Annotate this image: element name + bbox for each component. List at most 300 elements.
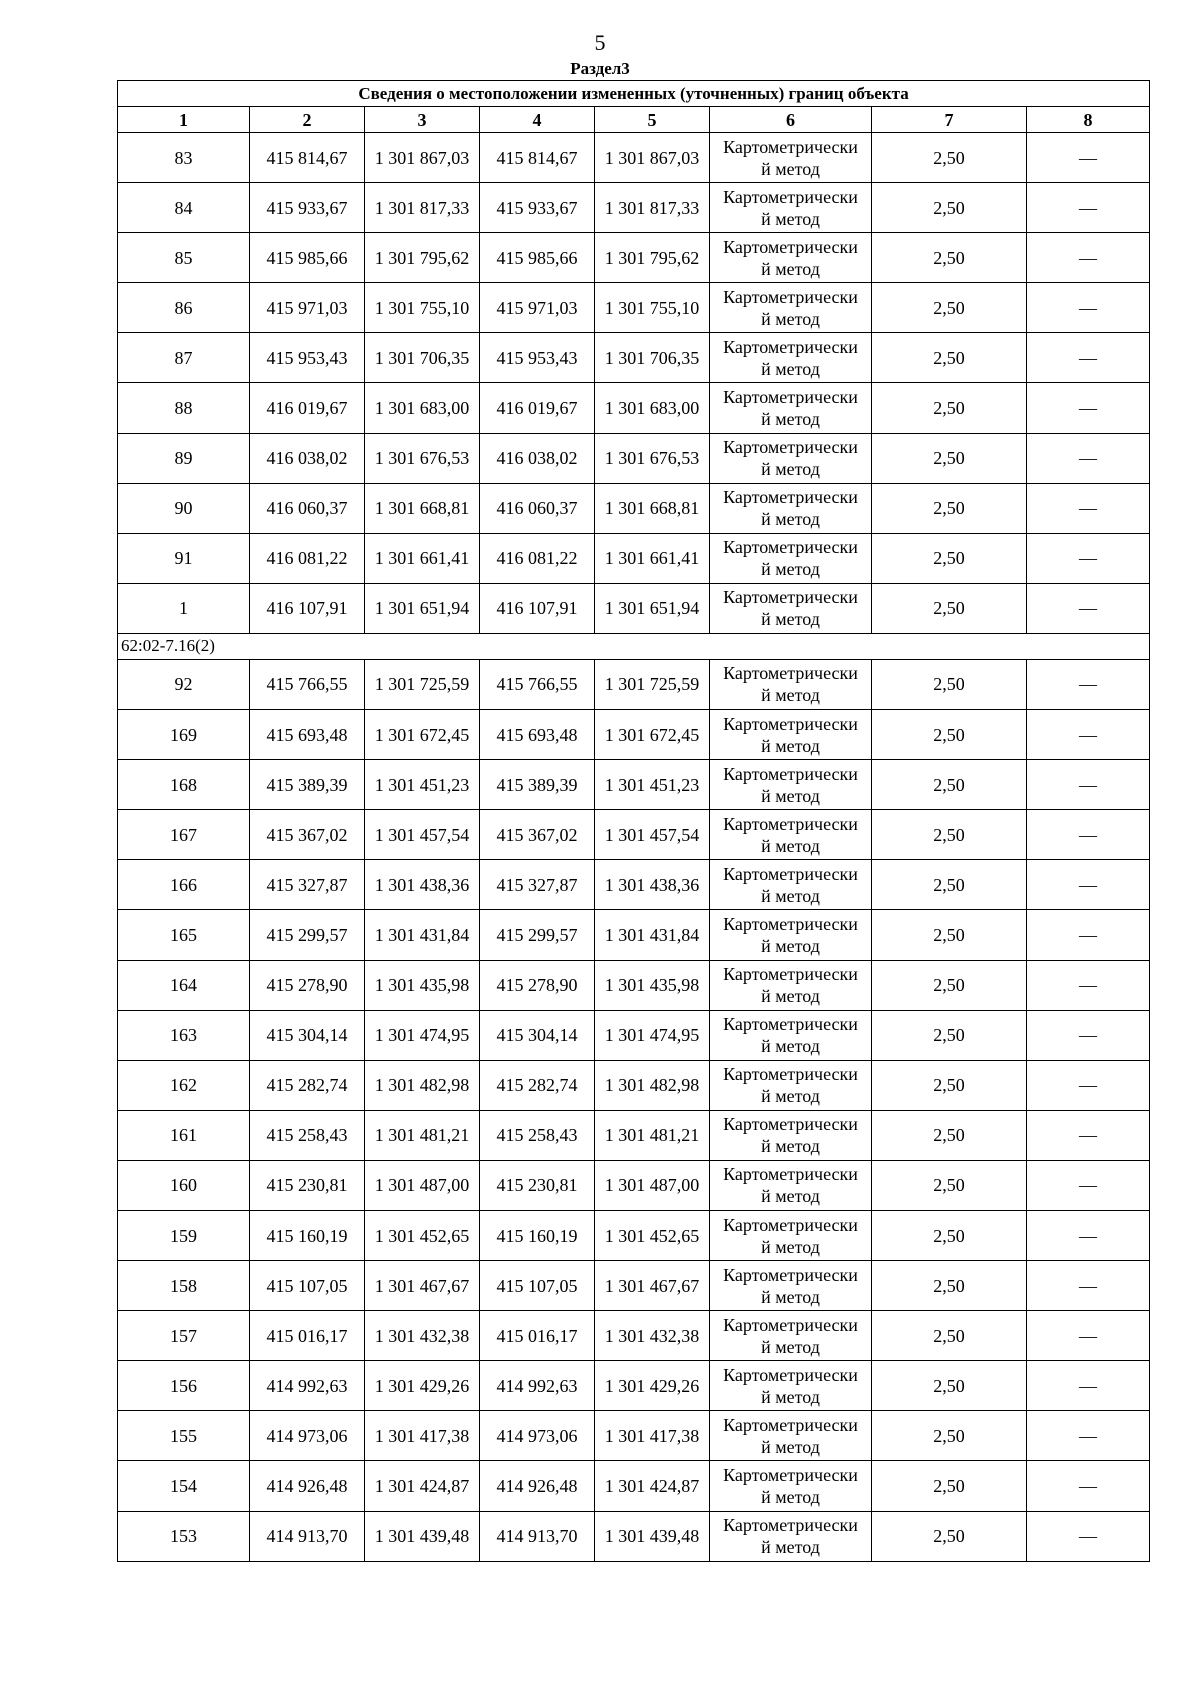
- method-text-line-1: Картометрически: [723, 537, 858, 558]
- point-number: 169: [118, 710, 250, 760]
- method-text-line-2: й метод: [761, 935, 820, 956]
- point-number: 85: [118, 233, 250, 283]
- cell-col-7: 2,50: [872, 659, 1027, 709]
- method-text-line-2: й метод: [761, 459, 820, 480]
- method-cell: [710, 183, 872, 233]
- method-text-line-1: Картометрически: [723, 713, 858, 734]
- cell-col-3: 1 301 795,62: [365, 233, 480, 283]
- point-number: 163: [118, 1010, 250, 1060]
- point-number: 161: [118, 1110, 250, 1160]
- point-number: 165: [118, 910, 250, 960]
- cell-col-5: 1 301 706,35: [595, 333, 710, 383]
- method-text-line-2: й метод: [761, 1336, 820, 1357]
- method-cell: [710, 583, 872, 633]
- method-text-line-1: Картометрически: [723, 1214, 858, 1235]
- cell-col-3: 1 301 417,38: [365, 1411, 480, 1461]
- method-text-line-1: Картометрически: [723, 236, 858, 257]
- method-cell: [710, 860, 872, 910]
- point-number: 91: [118, 533, 250, 583]
- table-row: [118, 1511, 1150, 1561]
- point-number: 156: [118, 1361, 250, 1411]
- cell-col-7: 2,50: [872, 1010, 1027, 1060]
- point-number: 90: [118, 483, 250, 533]
- cell-col-2: 415 107,05: [250, 1261, 365, 1311]
- table-body: [118, 81, 1150, 1562]
- cell-col-8: —: [1027, 383, 1150, 433]
- method-text-line-1: Картометрически: [723, 863, 858, 884]
- method-text-line-2: й метод: [761, 885, 820, 906]
- cell-col-5: 1 301 817,33: [595, 183, 710, 233]
- method-text-line-2: й метод: [761, 559, 820, 580]
- method-text-line-1: Картометрически: [723, 387, 858, 408]
- cell-col-4: 414 913,70: [480, 1511, 595, 1561]
- cell-col-3: 1 301 438,36: [365, 860, 480, 910]
- table-row: [118, 183, 1150, 233]
- column-number-6: 6: [710, 107, 872, 133]
- cell-col-2: 415 953,43: [250, 333, 365, 383]
- table-row: [118, 710, 1150, 760]
- cell-col-5: 1 301 429,26: [595, 1361, 710, 1411]
- point-number: 157: [118, 1311, 250, 1361]
- cell-col-5: 1 301 424,87: [595, 1461, 710, 1511]
- method-text-line-2: й метод: [761, 685, 820, 706]
- table-row: [118, 1411, 1150, 1461]
- cell-col-8: —: [1027, 1210, 1150, 1260]
- cell-col-2: 415 389,39: [250, 760, 365, 810]
- method-text-line-1: Картометрически: [723, 1264, 858, 1285]
- cell-col-2: 415 230,81: [250, 1160, 365, 1210]
- method-text-line-2: й метод: [761, 1086, 820, 1107]
- cell-col-8: —: [1027, 810, 1150, 860]
- method-text-line-1: Картометрически: [723, 964, 858, 985]
- cell-col-7: 2,50: [872, 860, 1027, 910]
- point-number: 164: [118, 960, 250, 1010]
- table-caption: Сведения о местоположении измененных (уточненных) границ объекта: [118, 81, 1150, 107]
- cell-col-2: 416 107,91: [250, 583, 365, 633]
- cell-col-7: 2,50: [872, 1261, 1027, 1311]
- cell-col-4: 416 038,02: [480, 433, 595, 483]
- method-text-line-2: й метод: [761, 835, 820, 856]
- method-text-line-1: Картометрически: [723, 663, 858, 684]
- cell-col-7: 2,50: [872, 960, 1027, 1010]
- cell-col-3: 1 301 817,33: [365, 183, 480, 233]
- cell-col-2: 415 367,02: [250, 810, 365, 860]
- cell-col-8: —: [1027, 710, 1150, 760]
- cell-col-8: —: [1027, 583, 1150, 633]
- cell-col-7: 2,50: [872, 283, 1027, 333]
- table-row: [118, 1210, 1150, 1260]
- method-text-line-1: Картометрически: [723, 913, 858, 934]
- cell-col-4: 415 299,57: [480, 910, 595, 960]
- method-cell: [710, 433, 872, 483]
- point-number: 162: [118, 1060, 250, 1110]
- method-text-line-1: Картометрически: [723, 336, 858, 357]
- cell-col-7: 2,50: [872, 1411, 1027, 1461]
- method-text-line-2: й метод: [761, 1286, 820, 1307]
- cell-col-2: 416 060,37: [250, 483, 365, 533]
- cell-col-3: 1 301 451,23: [365, 760, 480, 810]
- cell-col-2: 415 304,14: [250, 1010, 365, 1060]
- cell-col-3: 1 301 424,87: [365, 1461, 480, 1511]
- cell-col-2: 416 038,02: [250, 433, 365, 483]
- method-cell: [710, 1010, 872, 1060]
- cell-col-3: 1 301 467,67: [365, 1261, 480, 1311]
- cell-col-2: 416 081,22: [250, 533, 365, 583]
- cell-col-2: 415 985,66: [250, 233, 365, 283]
- cell-col-5: 1 301 668,81: [595, 483, 710, 533]
- table-row: [118, 583, 1150, 633]
- method-text-line-2: й метод: [761, 1436, 820, 1457]
- cell-col-4: 415 282,74: [480, 1060, 595, 1110]
- cell-col-5: 1 301 439,48: [595, 1511, 710, 1561]
- point-number: 88: [118, 383, 250, 433]
- table-caption-row: [118, 81, 1150, 107]
- cell-col-8: —: [1027, 483, 1150, 533]
- cell-col-4: 416 081,22: [480, 533, 595, 583]
- cell-col-7: 2,50: [872, 533, 1027, 583]
- method-text-line-2: й метод: [761, 735, 820, 756]
- table-row: [118, 1311, 1150, 1361]
- section-title: Раздел3: [570, 59, 630, 78]
- cell-col-4: 414 926,48: [480, 1461, 595, 1511]
- table-row: [118, 483, 1150, 533]
- cell-col-7: 2,50: [872, 710, 1027, 760]
- cell-col-4: 415 230,81: [480, 1160, 595, 1210]
- method-text-line-1: Картометрически: [723, 813, 858, 834]
- cell-col-5: 1 301 867,03: [595, 133, 710, 183]
- cell-col-7: 2,50: [872, 583, 1027, 633]
- cell-col-3: 1 301 683,00: [365, 383, 480, 433]
- method-cell: [710, 283, 872, 333]
- table-row: [118, 910, 1150, 960]
- method-cell: [710, 1361, 872, 1411]
- cell-col-3: 1 301 755,10: [365, 283, 480, 333]
- table-row: [118, 233, 1150, 283]
- point-number: 83: [118, 133, 250, 183]
- cell-col-3: 1 301 482,98: [365, 1060, 480, 1110]
- column-number-7: 7: [872, 107, 1027, 133]
- cell-col-8: —: [1027, 283, 1150, 333]
- method-text-line-1: Картометрически: [723, 1014, 858, 1035]
- cell-col-4: 416 019,67: [480, 383, 595, 433]
- method-cell: [710, 533, 872, 583]
- method-text-line-2: й метод: [761, 609, 820, 630]
- cell-col-5: 1 301 672,45: [595, 710, 710, 760]
- method-cell: [710, 760, 872, 810]
- point-number: 1: [118, 583, 250, 633]
- cell-col-4: 415 953,43: [480, 333, 595, 383]
- table-row: [118, 760, 1150, 810]
- cell-col-7: 2,50: [872, 483, 1027, 533]
- cell-col-2: 414 913,70: [250, 1511, 365, 1561]
- cell-col-5: 1 301 431,84: [595, 910, 710, 960]
- cell-col-5: 1 301 755,10: [595, 283, 710, 333]
- method-cell: [710, 710, 872, 760]
- table-row: [118, 333, 1150, 383]
- cell-col-5: 1 301 467,67: [595, 1261, 710, 1311]
- cell-col-5: 1 301 795,62: [595, 233, 710, 283]
- cell-col-5: 1 301 481,21: [595, 1110, 710, 1160]
- point-number: 87: [118, 333, 250, 383]
- cell-col-2: 415 327,87: [250, 860, 365, 910]
- table-row: [118, 1461, 1150, 1511]
- cell-col-5: 1 301 651,94: [595, 583, 710, 633]
- cell-col-7: 2,50: [872, 910, 1027, 960]
- point-number: 153: [118, 1511, 250, 1561]
- method-text-line-1: Картометрически: [723, 1314, 858, 1335]
- cell-col-4: 415 814,67: [480, 133, 595, 183]
- cell-col-8: —: [1027, 1060, 1150, 1110]
- method-cell: [710, 1060, 872, 1110]
- cell-col-8: —: [1027, 860, 1150, 910]
- method-text-line-2: й метод: [761, 1236, 820, 1257]
- method-cell: [710, 333, 872, 383]
- cell-col-4: 415 107,05: [480, 1261, 595, 1311]
- cell-col-5: 1 301 435,98: [595, 960, 710, 1010]
- cell-col-2: 415 160,19: [250, 1210, 365, 1260]
- point-number: 160: [118, 1160, 250, 1210]
- method-text-line-2: й метод: [761, 158, 820, 179]
- method-cell: [710, 133, 872, 183]
- table-row: [118, 283, 1150, 333]
- cell-col-4: 415 933,67: [480, 183, 595, 233]
- cell-col-4: 414 973,06: [480, 1411, 595, 1461]
- table-row: [118, 1110, 1150, 1160]
- cell-col-3: 1 301 676,53: [365, 433, 480, 483]
- cell-col-8: —: [1027, 1411, 1150, 1461]
- cell-col-8: —: [1027, 1261, 1150, 1311]
- table-row: [118, 659, 1150, 709]
- method-cell: [710, 1160, 872, 1210]
- method-cell: [710, 1210, 872, 1260]
- cell-col-3: 1 301 651,94: [365, 583, 480, 633]
- cell-col-3: 1 301 481,21: [365, 1110, 480, 1160]
- method-cell: [710, 1461, 872, 1511]
- cell-col-8: —: [1027, 133, 1150, 183]
- table-row: [118, 1261, 1150, 1311]
- cell-col-3: 1 301 452,65: [365, 1210, 480, 1260]
- cell-col-8: —: [1027, 760, 1150, 810]
- table-row: [118, 533, 1150, 583]
- cell-col-8: —: [1027, 333, 1150, 383]
- cell-col-4: 415 367,02: [480, 810, 595, 860]
- group-label: 62:02-7.16(2): [118, 633, 1150, 659]
- table-row: [118, 810, 1150, 860]
- cell-col-8: —: [1027, 233, 1150, 283]
- method-text-line-1: Картометрически: [723, 437, 858, 458]
- method-text-line-1: Картометрически: [723, 1114, 858, 1135]
- cell-col-8: —: [1027, 910, 1150, 960]
- cell-col-4: 415 971,03: [480, 283, 595, 333]
- cell-col-2: 414 926,48: [250, 1461, 365, 1511]
- cell-col-2: 416 019,67: [250, 383, 365, 433]
- method-text-line-1: Картометрически: [723, 136, 858, 157]
- cell-col-8: —: [1027, 1461, 1150, 1511]
- cell-col-2: 415 933,67: [250, 183, 365, 233]
- cell-col-3: 1 301 431,84: [365, 910, 480, 960]
- cell-col-5: 1 301 683,00: [595, 383, 710, 433]
- cell-col-4: 415 766,55: [480, 659, 595, 709]
- method-text-line-1: Картометрически: [723, 1364, 858, 1385]
- cell-col-8: —: [1027, 1511, 1150, 1561]
- cell-col-7: 2,50: [872, 1511, 1027, 1561]
- cell-col-5: 1 301 451,23: [595, 760, 710, 810]
- cell-col-2: 415 693,48: [250, 710, 365, 760]
- cell-col-3: 1 301 435,98: [365, 960, 480, 1010]
- method-text-line-2: й метод: [761, 308, 820, 329]
- method-text-line-2: й метод: [761, 1036, 820, 1057]
- cell-col-2: 415 278,90: [250, 960, 365, 1010]
- method-text-line-2: й метод: [761, 1136, 820, 1157]
- method-cell: [710, 1411, 872, 1461]
- cell-col-7: 2,50: [872, 1060, 1027, 1110]
- cell-col-4: 415 985,66: [480, 233, 595, 283]
- point-number: 84: [118, 183, 250, 233]
- table-row: [118, 860, 1150, 910]
- table-row: [118, 1160, 1150, 1210]
- table-row: [118, 1060, 1150, 1110]
- method-text-line-2: й метод: [761, 785, 820, 806]
- method-text-line-2: й метод: [761, 986, 820, 1007]
- cell-col-4: 416 060,37: [480, 483, 595, 533]
- column-number-8: 8: [1027, 107, 1150, 133]
- table-row: [118, 383, 1150, 433]
- cell-col-7: 2,50: [872, 133, 1027, 183]
- cell-col-3: 1 301 432,38: [365, 1311, 480, 1361]
- method-text-line-2: й метод: [761, 509, 820, 530]
- point-number: 155: [118, 1411, 250, 1461]
- cell-col-7: 2,50: [872, 1461, 1027, 1511]
- group-label-row: [118, 633, 1150, 659]
- cell-col-8: —: [1027, 533, 1150, 583]
- cell-col-5: 1 301 452,65: [595, 1210, 710, 1260]
- method-cell: [710, 1311, 872, 1361]
- method-text-line-1: Картометрически: [723, 1064, 858, 1085]
- cell-col-3: 1 301 706,35: [365, 333, 480, 383]
- cell-col-5: 1 301 661,41: [595, 533, 710, 583]
- cell-col-2: 415 814,67: [250, 133, 365, 183]
- cell-col-5: 1 301 432,38: [595, 1311, 710, 1361]
- method-cell: [710, 1511, 872, 1561]
- cell-col-3: 1 301 725,59: [365, 659, 480, 709]
- method-text-line-2: й метод: [761, 208, 820, 229]
- column-number-4: 4: [480, 107, 595, 133]
- column-number-5: 5: [595, 107, 710, 133]
- cell-col-7: 2,50: [872, 233, 1027, 283]
- table-row: [118, 960, 1150, 1010]
- cell-col-8: —: [1027, 1010, 1150, 1060]
- method-text-line-2: й метод: [761, 1386, 820, 1407]
- cell-col-3: 1 301 457,54: [365, 810, 480, 860]
- cell-col-8: —: [1027, 433, 1150, 483]
- cell-col-3: 1 301 867,03: [365, 133, 480, 183]
- cell-col-5: 1 301 457,54: [595, 810, 710, 860]
- point-number: 158: [118, 1261, 250, 1311]
- cell-col-8: —: [1027, 1361, 1150, 1411]
- cell-col-2: 415 299,57: [250, 910, 365, 960]
- cell-col-7: 2,50: [872, 433, 1027, 483]
- method-text-line-2: й метод: [761, 1186, 820, 1207]
- cell-col-5: 1 301 474,95: [595, 1010, 710, 1060]
- method-cell: [710, 810, 872, 860]
- point-number: 86: [118, 283, 250, 333]
- point-number: 167: [118, 810, 250, 860]
- page-number: 5: [594, 30, 606, 55]
- method-text-line-2: й метод: [761, 409, 820, 430]
- cell-col-7: 2,50: [872, 1361, 1027, 1411]
- cell-col-7: 2,50: [872, 810, 1027, 860]
- method-text-line-1: Картометрически: [723, 1164, 858, 1185]
- method-text-line-1: Картометрически: [723, 1414, 858, 1435]
- cell-col-5: 1 301 438,36: [595, 860, 710, 910]
- method-text-line-1: Картометрически: [723, 1464, 858, 1485]
- cell-col-2: 415 016,17: [250, 1311, 365, 1361]
- point-number: 168: [118, 760, 250, 810]
- cell-col-2: 415 766,55: [250, 659, 365, 709]
- method-text-line-1: Картометрически: [723, 763, 858, 784]
- cell-col-4: 415 258,43: [480, 1110, 595, 1160]
- method-text-line-2: й метод: [761, 1537, 820, 1558]
- method-text-line-1: Картометрически: [723, 186, 858, 207]
- table-row: [118, 1010, 1150, 1060]
- table-row: [118, 433, 1150, 483]
- point-number: 92: [118, 659, 250, 709]
- method-cell: [710, 960, 872, 1010]
- cell-col-4: 415 016,17: [480, 1311, 595, 1361]
- cell-col-4: 414 992,63: [480, 1361, 595, 1411]
- cell-col-5: 1 301 487,00: [595, 1160, 710, 1210]
- cell-col-4: 415 278,90: [480, 960, 595, 1010]
- cell-col-2: 415 282,74: [250, 1060, 365, 1110]
- method-cell: [710, 233, 872, 283]
- cell-col-4: 415 693,48: [480, 710, 595, 760]
- method-text-line-2: й метод: [761, 1486, 820, 1507]
- table-row: [118, 1361, 1150, 1411]
- cell-col-4: 416 107,91: [480, 583, 595, 633]
- cell-col-5: 1 301 482,98: [595, 1060, 710, 1110]
- cell-col-3: 1 301 429,26: [365, 1361, 480, 1411]
- point-number: 154: [118, 1461, 250, 1511]
- cell-col-3: 1 301 661,41: [365, 533, 480, 583]
- cell-col-7: 2,50: [872, 1311, 1027, 1361]
- cell-col-2: 414 973,06: [250, 1411, 365, 1461]
- cell-col-4: 415 160,19: [480, 1210, 595, 1260]
- cell-col-2: 414 992,63: [250, 1361, 365, 1411]
- column-number-1: 1: [118, 107, 250, 133]
- cell-col-3: 1 301 487,00: [365, 1160, 480, 1210]
- method-text-line-1: Картометрически: [723, 587, 858, 608]
- cell-col-7: 2,50: [872, 1160, 1027, 1210]
- cell-col-4: 415 389,39: [480, 760, 595, 810]
- cell-col-3: 1 301 668,81: [365, 483, 480, 533]
- point-number: 89: [118, 433, 250, 483]
- cell-col-7: 2,50: [872, 333, 1027, 383]
- cell-col-7: 2,50: [872, 183, 1027, 233]
- method-cell: [710, 659, 872, 709]
- cell-col-4: 415 304,14: [480, 1010, 595, 1060]
- method-cell: [710, 483, 872, 533]
- cell-col-8: —: [1027, 1160, 1150, 1210]
- point-number: 166: [118, 860, 250, 910]
- cell-col-5: 1 301 417,38: [595, 1411, 710, 1461]
- method-cell: [710, 383, 872, 433]
- cell-col-2: 415 258,43: [250, 1110, 365, 1160]
- method-cell: [710, 910, 872, 960]
- method-text-line-2: й метод: [761, 258, 820, 279]
- cell-col-7: 2,50: [872, 1210, 1027, 1260]
- table-row: [118, 133, 1150, 183]
- cell-col-8: —: [1027, 1110, 1150, 1160]
